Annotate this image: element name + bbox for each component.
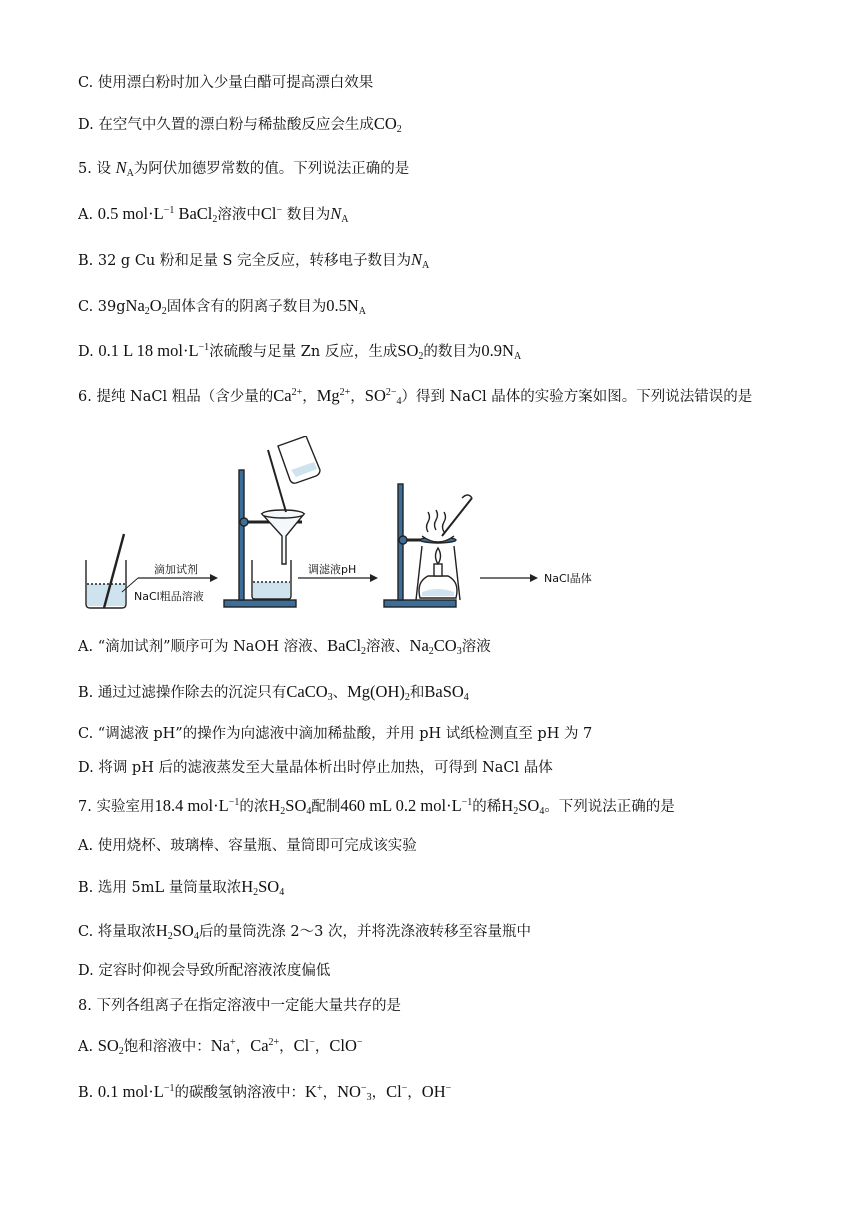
q6-option-c: C. “调滤液 pH”的操作为向滤液中滴加稀盐酸，并用 pH 试纸检测直至 pH 为 7 bbox=[78, 726, 593, 742]
beaker-crude-icon bbox=[86, 534, 126, 608]
q6-option-a: A. “滴加试剂”顺序可为 NaOH 溶液、BaCl$_2$溶液、$Na_2CO_3$溶液 bbox=[78, 636, 491, 657]
q4-option-d: D. 在空气中久置的漂白粉与稀盐酸反应会生成$CO_2$ bbox=[78, 114, 402, 135]
evaporation-stand-icon bbox=[384, 484, 472, 607]
label-crude-solution: NaCl粗品溶液 bbox=[134, 590, 204, 603]
label-adjust-ph: 调滤液pH bbox=[308, 563, 357, 576]
q7-option-c: C. 将量取浓$H_2SO_4$后的量筒洗涤 2～3 次，并将洗涤液转移至容量瓶中 bbox=[78, 921, 531, 942]
q7-option-a: A. 使用烧杯、玻璃棒、容量瓶、量筒即可完成该实验 bbox=[78, 838, 417, 854]
q6-stem: 6. 提纯 NaCl 粗品（含少量的$Ca^{2+}$，$Mg^{2+}$，$SO^{2-}_4$）得到 NaCl 晶体的实验方案如图。下列说法错误的是 bbox=[78, 386, 753, 407]
q5-option-b: B. 32 g Cu 粉和足量 S 完全反应，转移电子数目为$N_A$ bbox=[78, 250, 430, 271]
filtration-stand-icon bbox=[224, 436, 320, 607]
q7-option-b: B. 选用 5mL 量筒量取浓$H_2SO_4$ bbox=[78, 877, 285, 898]
q5-stem: 5. 设 $N_A$为阿伏加德罗常数的值。下列说法正确的是 bbox=[78, 158, 410, 179]
q5-option-d: D. 0.1 L 18 $mol\cdot L^{-1}$浓硫酸与足量 Zn 反应，生成$SO_2$的数目为$0.9N_A$ bbox=[78, 341, 522, 362]
label-product: NaCl晶体 bbox=[544, 572, 592, 585]
q6-option-d: D. 将调 pH 后的滤液蒸发至大量晶体析出时停止加热，可得到 NaCl 晶体 bbox=[78, 760, 553, 776]
q7-option-d: D. 定容时仰视会导致所配溶液浓度偏低 bbox=[78, 963, 331, 979]
label-add-reagent: 滴加试剂 bbox=[154, 563, 198, 576]
q6-option-b: B. 通过过滤操作除去的沉淀只有CaCO$_3$、$Mg(OH)_2$和BaSO$_4$ bbox=[78, 682, 469, 703]
q4-option-c: C. 使用漂白粉时加入少量白醋可提高漂白效果 bbox=[78, 75, 374, 91]
q5-option-c: C. $39gNa_2O_2$固体含有的阴离子数目为$0.5N_A$ bbox=[78, 296, 366, 317]
apparatus-diagram bbox=[82, 436, 622, 614]
arrow-to-product bbox=[480, 574, 538, 582]
q8-stem: 8. 下列各组离子在指定溶液中一定能大量共存的是 bbox=[78, 998, 401, 1014]
q7-stem: 7. 实验室用18.4 $mol\cdot L^{-1}$的浓$H_2SO_4$配制460 mL 0.2 $mol\cdot L^{-1}$的稀$H_2SO_4$。下列说法正确的是 bbox=[78, 796, 675, 817]
q5-option-a: A. 0.5 $mol\cdot L^{-1}$ BaCl$_2$溶液中Cl− 数目为$N_A$ bbox=[78, 204, 349, 225]
q8-option-a: A. $SO_2$饱和溶液中：Na+，$Ca^{2+}$，Cl−，ClO− bbox=[78, 1036, 363, 1057]
q8-option-b: B. 0.1 $mol\cdot L^{-1}$的碳酸氢钠溶液中：K+，$NO^-_3$，Cl−，OH− bbox=[78, 1082, 452, 1103]
experiment-figure bbox=[82, 436, 622, 614]
